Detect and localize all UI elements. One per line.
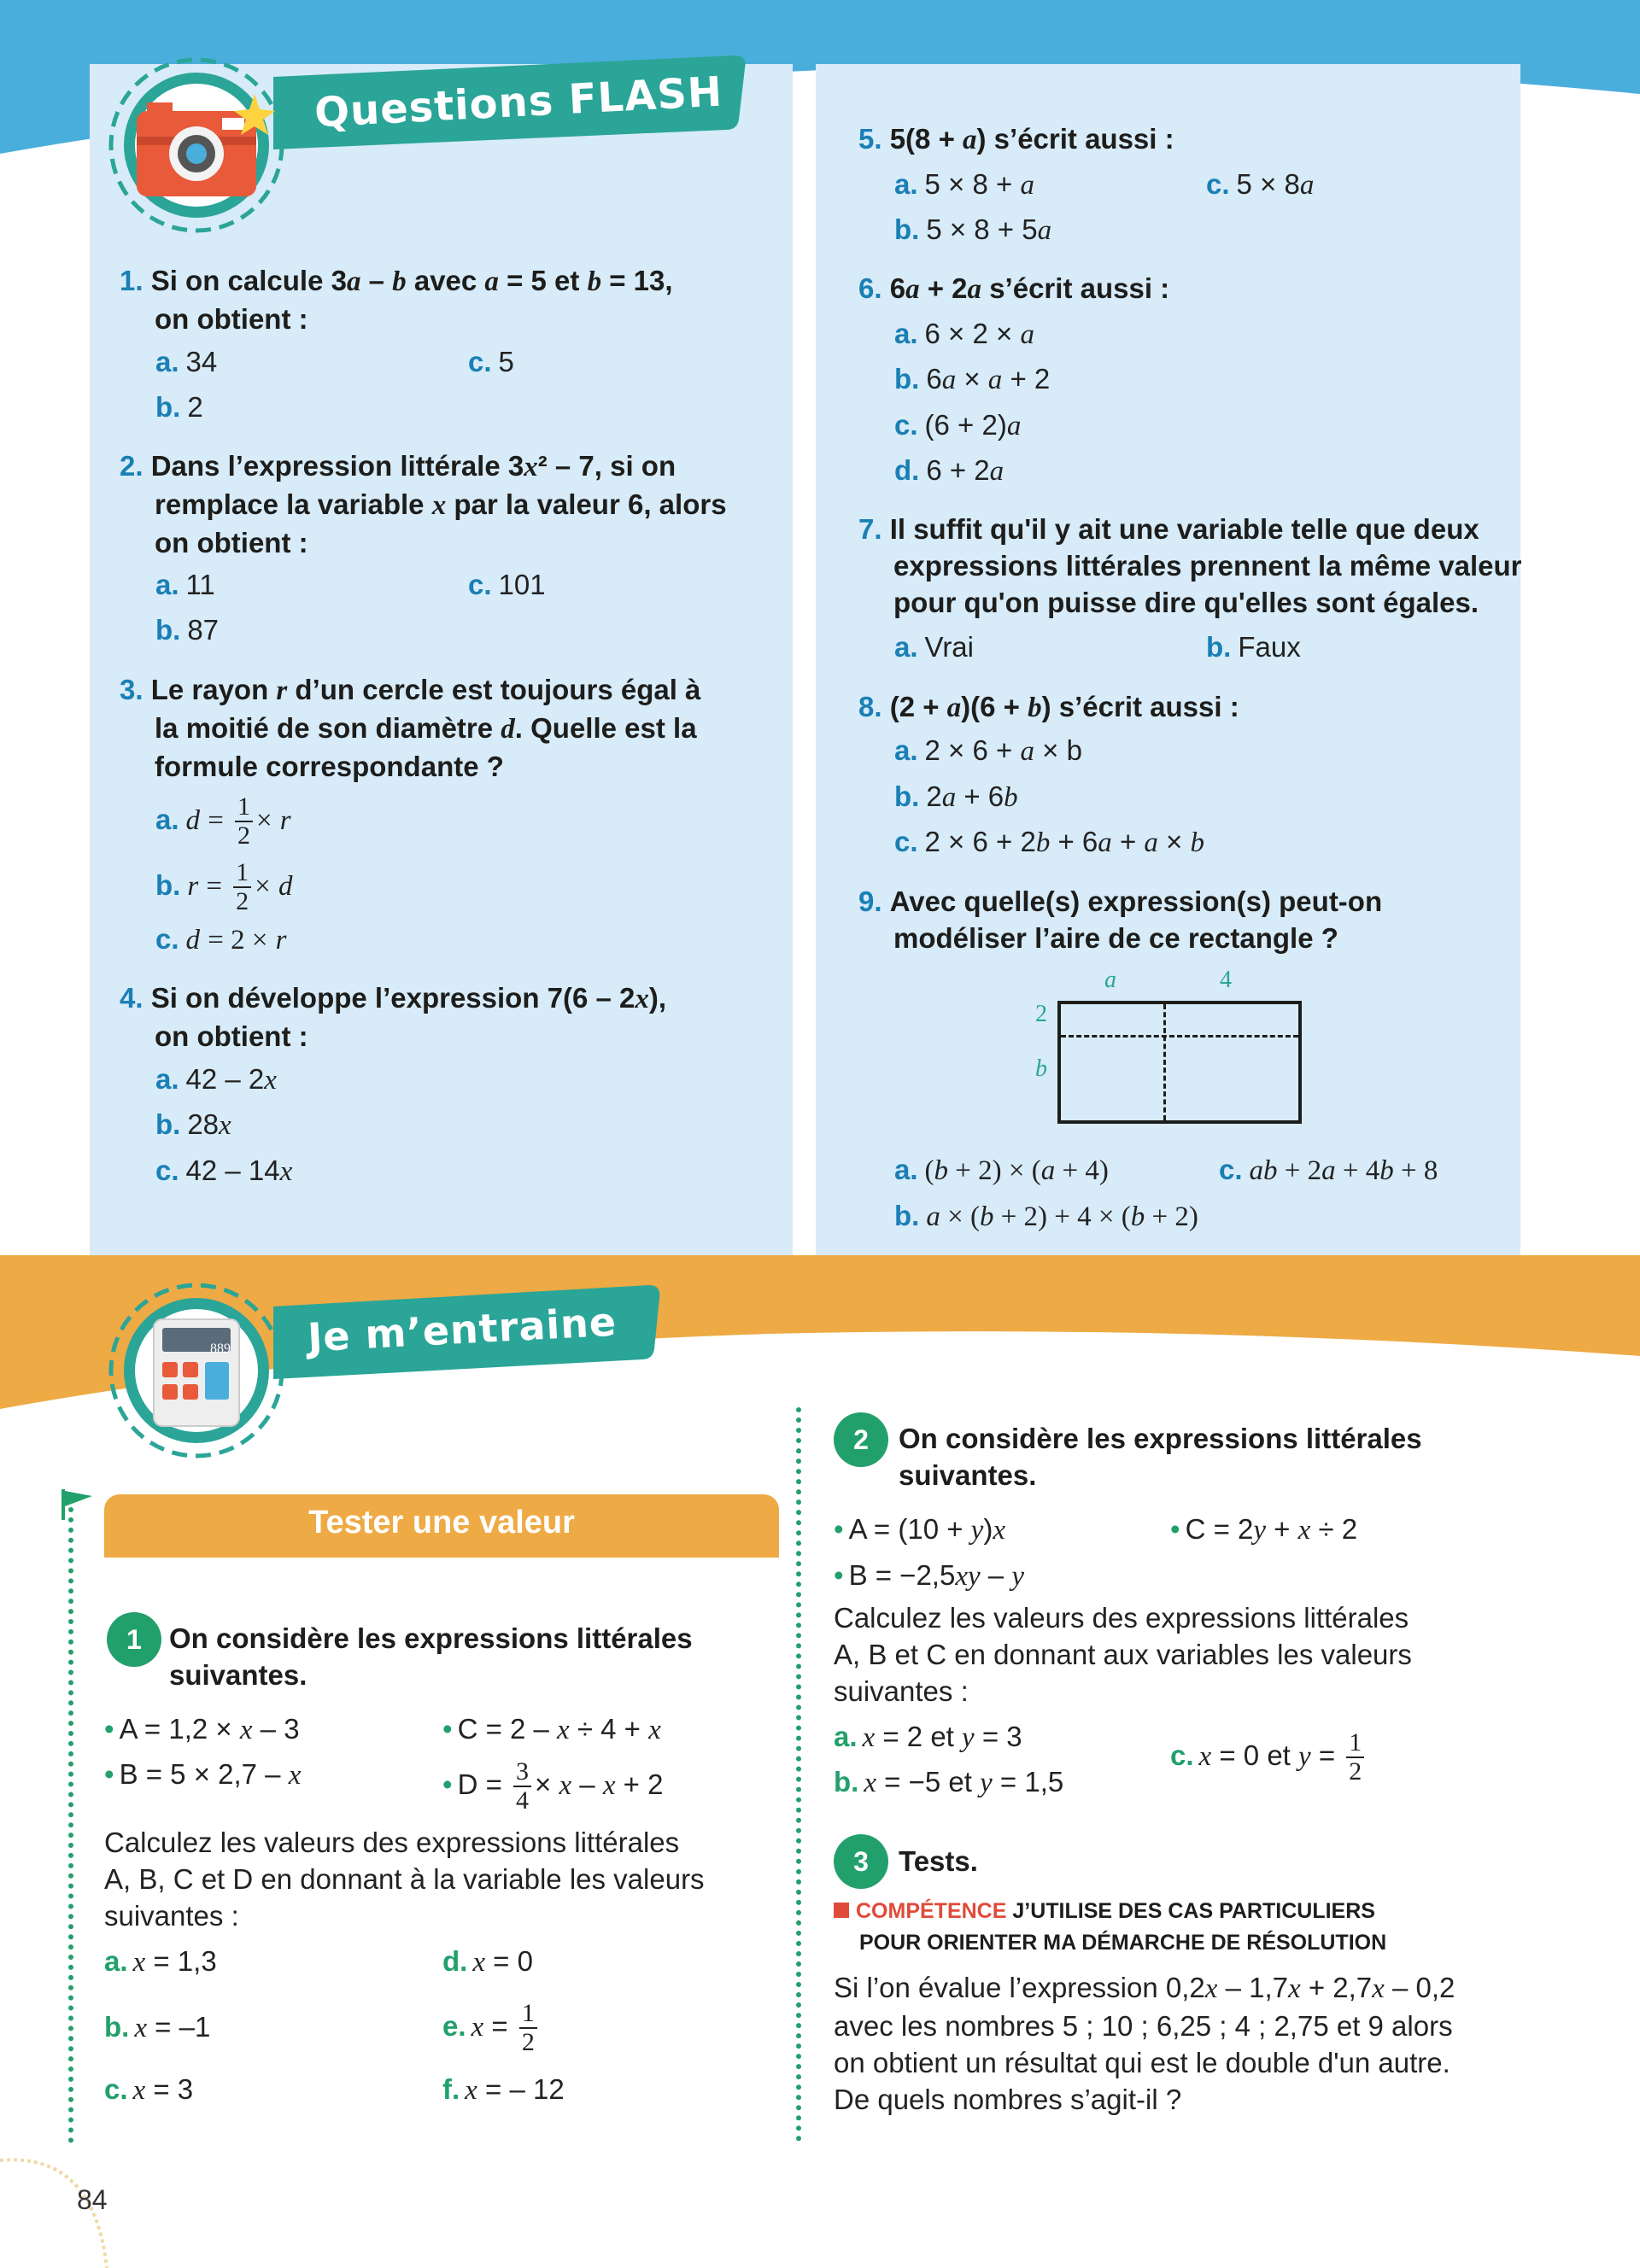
exercise-1-number: 1: [107, 1612, 161, 1667]
q4-option-a: a. 42 – 2x: [155, 1063, 277, 1096]
ex1-value-c: c. x = 3: [104, 2073, 194, 2106]
exercise-2-number: 2: [834, 1412, 888, 1467]
question-1-line2: on obtient :: [155, 303, 308, 335]
q1-option-a: a. 34: [155, 346, 218, 377]
ex2-value-c: c. x = 0 et y = $\frac{1}{2}$: [1170, 1723, 1368, 1789]
question-1: [120, 262, 769, 337]
competence-square: [834, 1903, 849, 1918]
q9-option-c: c. ab + 2a + 4b + 8: [1219, 1154, 1438, 1186]
ex2-expr-B: • B = −2,5xy – y: [834, 1559, 1024, 1592]
q6-option-a: a. 6 × 2 × a: [894, 318, 1034, 350]
ex1-expr-A: • A = 1,2 × x – 3: [104, 1713, 300, 1745]
ex3-text: Si l’on évalue l’expression 0,2x – 1,7x + 2,7x – 0,2 avec les nombres 5 ; 10 ; 6,25 ; 4 ; 2,75 et 9 alors on obtient un résultat qui est le double d'un autre. De quels nombres s’agit-il ?: [834, 1972, 1456, 2115]
flag-icon: [60, 1488, 97, 1522]
ex1-value-a: a. x = 1,3: [104, 1945, 217, 1978]
q2-option-a: a. 11: [155, 569, 215, 600]
calculator-icon: [102, 1277, 299, 1464]
q1-option-c: c. 5: [468, 346, 514, 377]
exercise-1-heading: On considère les expressions littérales suivantes.: [169, 1622, 693, 1691]
q6-option-c: c. (6 + 2)a: [894, 409, 1022, 441]
diagram-label-a: a: [1104, 967, 1116, 993]
q7-option-b: b. Faux: [1206, 631, 1301, 663]
ex1-expr-C: • C = 2 – x ÷ 4 + x: [442, 1713, 661, 1745]
diagram-label-4: 4: [1220, 967, 1232, 993]
q9-option-b: b. a × (b + 2) + 4 × (b + 2): [894, 1200, 1198, 1232]
q4-option-c: c. 42 – 14x: [155, 1154, 293, 1187]
ex2-expr-C: • C = 2y + x ÷ 2: [1170, 1513, 1358, 1546]
page-number: 84: [77, 2184, 108, 2215]
question-9: 9. Avec quelle(s) expression(s) peut-on modéliser l’aire de ce rectangle ?: [858, 886, 1383, 954]
ex1-expr-B: • B = 5 × 2,7 – x: [104, 1758, 302, 1791]
q6-option-b: b. 6a × a + 2: [894, 363, 1051, 395]
rectangle-hline: [1061, 1035, 1298, 1038]
q8-option-b: b. 2a + 6b: [894, 780, 1018, 813]
q5-option-a: a. 5 × 8 + a: [894, 168, 1034, 201]
ex1-value-d: d. x = 0: [442, 1945, 533, 1978]
q6-option-d: d. 6 + 2a: [894, 454, 1004, 487]
exercise-3-number: 3: [834, 1834, 888, 1889]
exercise-2-heading: On considère les expressions littérales suivantes.: [899, 1423, 1422, 1491]
q2-option-b: b. 87: [155, 614, 220, 646]
q3-option-c: c. d = 2 × r: [155, 923, 287, 956]
entraine-title: Je m’entraine: [306, 1298, 618, 1361]
rectangle-diagram: [1057, 1001, 1302, 1124]
q3-option-a: a. d = $\frac{1}{2}$ × r: [155, 792, 291, 850]
q8-option-c: c. 2 × 6 + 2b + 6a + a × b: [894, 826, 1204, 858]
question-8: 8. (2 + a)(6 + b) s’écrit aussi :: [858, 691, 1239, 723]
q3-option-b: b. r = $\frac{1}{2}$ × d: [155, 858, 293, 916]
rectangle-vline: [1163, 1004, 1166, 1120]
flash-title: Questions FLASH: [313, 67, 724, 137]
camera-icon: [102, 51, 299, 239]
exercise-3-heading: Tests.: [899, 1845, 978, 1877]
question-7: 7. Il suffit qu'il y ait une variable telle que deux expressions littérales prennent la même valeur pour qu'on puisse dire qu'elles sont égales.: [858, 513, 1522, 618]
question-6: 6. 6a + 2a s’écrit aussi :: [858, 272, 1170, 305]
ex1-instructions: Calculez les valeurs des expressions littérales A, B, C et D en donnant à la variable les valeurs suivantes :: [104, 1827, 705, 1932]
section-title: Tester une valeur: [308, 1505, 575, 1540]
q4-option-b: b. 28x: [155, 1108, 231, 1141]
question-3: 3. Le rayon r d’un cercle est toujours égal à la moitié de son diamètre d. Quelle est la formule correspondante ?: [120, 674, 701, 782]
ex2-instructions: Calculez les valeurs des expressions littérales A, B et C en donnant aux variables les valeurs suivantes :: [834, 1602, 1412, 1707]
ex1-expr-D: • D = $\frac{3}{4}$ × x – x + 2: [442, 1757, 664, 1815]
diagram-label-b: b: [1035, 1055, 1047, 1082]
question-2: 2. Dans l’expression littérale 3x² – 7, si on remplace la variable x par la valeur 6, alors on obtient :: [120, 450, 727, 558]
ex1-value-f: f. x = – 12: [442, 2073, 565, 2106]
ex1-value-b: b. x = –1: [104, 2011, 211, 2043]
question-5: 5. 5(8 + a) s’écrit aussi :: [858, 123, 1174, 155]
ex1-value-e: e. x = $\frac{1}{2}$: [442, 1994, 541, 2060]
q7-option-a: a. Vrai: [894, 631, 974, 663]
calculator-display: 889: [210, 1342, 231, 1356]
q8-option-a: a. 2 × 6 + a × b: [894, 734, 1082, 767]
question-1-text: Si on calcule 3a – b avec a = 5 et b = 13,: [150, 265, 673, 297]
q2-option-c: c. 101: [468, 569, 546, 600]
question-1-number: 1.: [120, 265, 144, 296]
center-dotted-rule: [796, 1407, 801, 2142]
competence-block: COMPÉTENCE J’UTILISE DES CAS PARTICULIERS POUR ORIENTER MA DÉMARCHE DE RÉSOLUTION: [834, 1896, 1386, 1959]
question-4: 4. Si on développe l’expression 7(6 – 2x), on obtient :: [120, 982, 667, 1052]
q9-option-a: a. (b + 2) × (a + 4): [894, 1154, 1109, 1186]
left-dotted-rule: [68, 1507, 73, 2143]
q5-option-b: b. 5 × 8 + 5a: [894, 213, 1052, 246]
ex2-value-b: b. x = −5 et y = 1,5: [834, 1766, 1064, 1798]
diagram-label-2: 2: [1035, 1001, 1047, 1027]
ex2-value-a: a. x = 2 et y = 3: [834, 1721, 1022, 1753]
q5-option-c: c. 5 × 8a: [1206, 168, 1315, 201]
q1-option-b: b. 2: [155, 391, 203, 423]
ex2-expr-A: • A = (10 + y)x: [834, 1513, 1005, 1546]
